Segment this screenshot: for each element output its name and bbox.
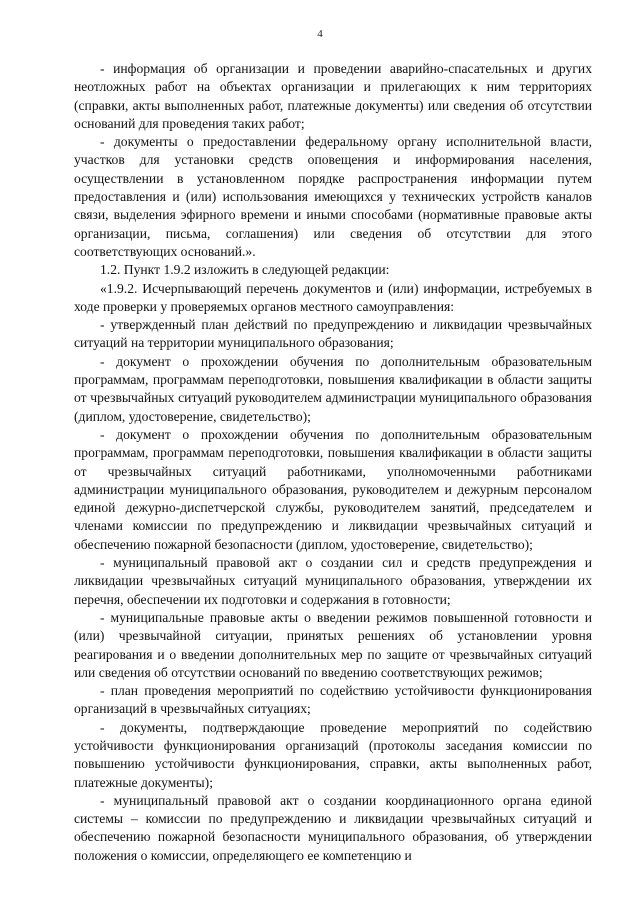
document-body	[74, 60, 592, 865]
paragraph-stability-docs: - документы, подтверждающие проведение мероприятий по содействию устойчивости функционирования организаций (протоколы заседания комиссии по повышению устойчивости функционирования, справки, акты выполненных работ, платежные документы);	[74, 719, 592, 790]
paragraph-stability-plan: - план проведения мероприятий по содействию устойчивости функционирования организаций в чрезвычайных ситуациях;	[74, 683, 592, 717]
paragraph-list-intro-1-9-2: «1.9.2. Исчерпывающий перечень документов и (или) информации, истребуемых в ходе проверки у проверяемых органов местного самоуправления:	[74, 280, 592, 314]
paragraph-amendment-1-2: 1.2. Пункт 1.9.2 изложить в следующей редакции:	[100, 262, 390, 278]
paragraph-warning-devices-docs: - документы о предоставлении федеральному органу исполнительной власти, участков для установки средств оповещения и информирования населения, осуществлении в установленном порядке распространения информации путем предоставления и (или) использования имеющихся у технических устройств каналов связи, выделения эфирного времени и иными способами (нормативные правовые акты организации, письма, соглашения) или сведения об отсутствии для этого соответствующих оснований.».	[74, 134, 592, 259]
paragraph-training-staff: - документ о прохождении обучения по дополнительным образовательным программам, программам переподготовки, повышения квалификации в области защиты от чрезвычайных ситуаций работниками, уполномоченными работниками администрации муниципального образования, руководителем и дежурным персоналом единой дежурно-диспетчерской службы, руководителем занятий, председателем и членами комиссии по предупреждению и ликвидации чрезвычайных ситуаций и обеспечению пожарной безопасности (диплом, удостоверение, свидетельство);	[74, 426, 592, 552]
paragraph-training-head: - документ о прохождении обучения по дополнительным образовательным программам, программам переподготовки, повышения квалификации в области защиты от чрезвычайных ситуаций руководителем администрации муниципального образования (диплом, удостоверение, свидетельство);	[74, 353, 592, 424]
paragraph-forces-act: - муниципальный правовой акт о создании сил и средств предупреждения и ликвидации чрезвычайных ситуаций муниципального образования, утверждении их перечня, обеспечении их подготовки и содержания в готовности;	[74, 555, 592, 607]
paragraph-commission-act: - муниципальный правовой акт о создании координационного органа единой системы – комиссии по предупреждению и ликвидации чрезвычайных ситуаций и обеспечению пожарной безопасности муниципального образования, об утверждении положения о комиссии, определяющего ее компетенцию и	[74, 792, 592, 863]
page-number: 4	[317, 28, 323, 40]
paragraph-action-plan: - утвержденный план действий по предупреждению и ликвидации чрезвычайных ситуаций на территории муниципального образования;	[74, 317, 592, 351]
paragraph-regime-acts: - муниципальные правовые акты о введении режимов повышенной готовности и (или) чрезвычайной ситуации, принятых решениях об установлении уровня реагирования и о введении дополнительных мер по защите от чрезвычайных ситуаций или сведения об отсутствии оснований по введению соответствующих режимов;	[74, 609, 592, 680]
paragraph-emergency-works-info: - информация об организации и проведении аварийно-спасательных и других неотложных работ на объектах организации и прилегающих к ним территориях (справки, акты выполненных работ, платежные документы) или сведения об отсутствии оснований для проведения таких работ;	[74, 61, 592, 131]
